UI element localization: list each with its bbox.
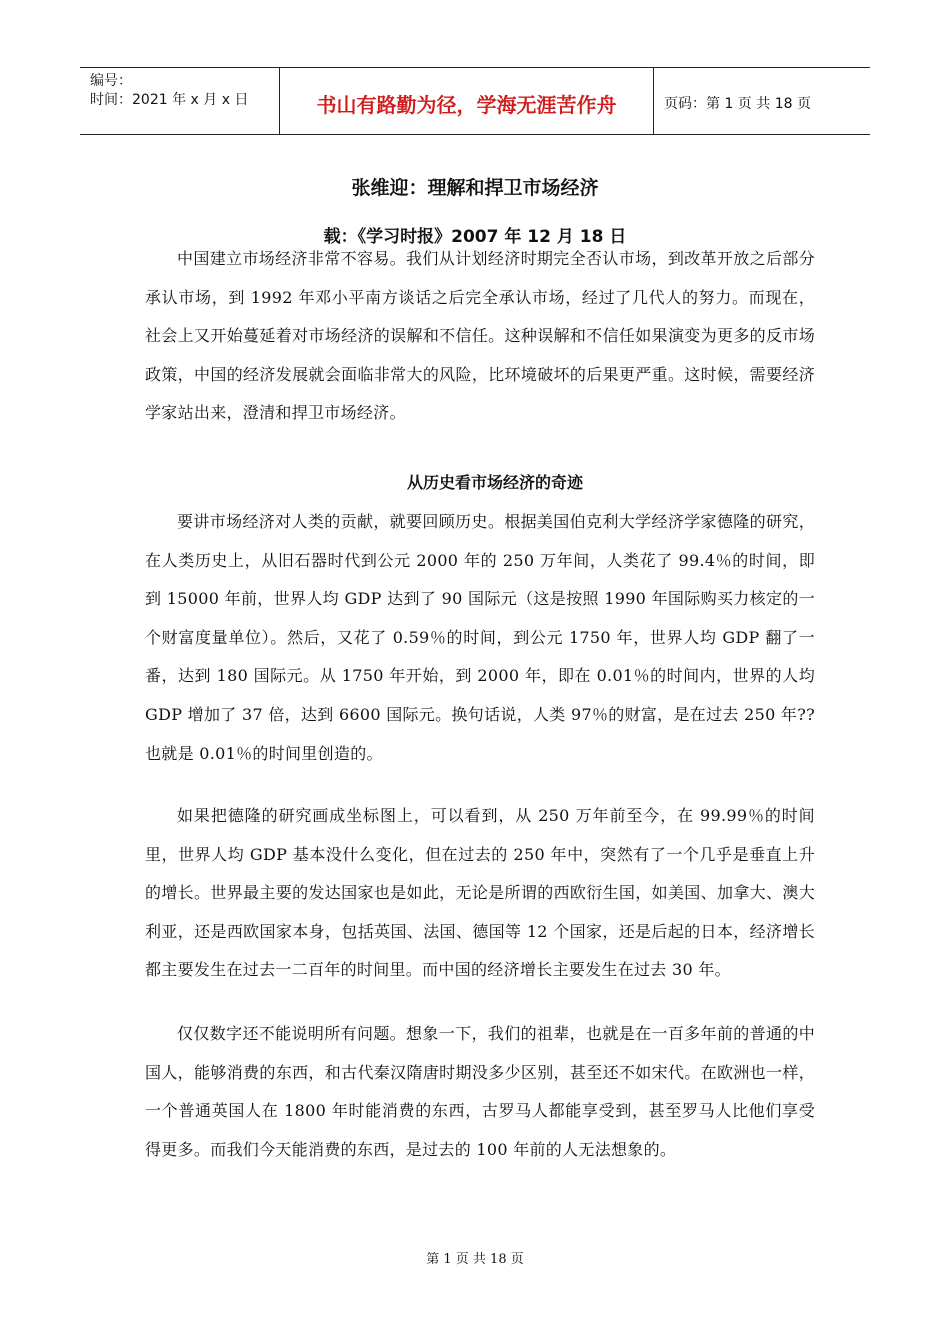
document-time-label: 时间：2021 年 x 月 x 日 (90, 92, 249, 108)
header-left-cell (80, 68, 280, 134)
header-page-info: 页码：第 1 页 共 18 页 (664, 96, 811, 112)
paragraph-consumption: 仅仅数字还不能说明所有问题。想象一下，我们的祖辈，也就是在一百多年前的普通的中国人，能够消费的东西，和古代秦汉隋唐时期没多少区别，甚至还不如宋代。在欧洲也一样，一个普通英国人在 1800 年时能消费的东西，古罗马人都能享受到，甚至罗马人比他们享受得更多。而我们今天能消费的东西，是过去的 100 年前的人无法想象的。 (145, 1024, 815, 1159)
paragraph-intro: 中国建立市场经济非常不容易。我们从计划经济时期完全否认市场，到改革开放之后部分承认市场，到 1992 年邓小平南方谈话之后完全承认市场，经过了几代人的努力。而现在，社会上又开始蔓延着对市场经济的误解和不信任。这种误解和不信任如果演变为更多的反市场政策，中国的经济发展就会面临非常大的风险，比环境破坏的后果更严重。这时候，需要经济学家站出来，澄清和捍卫市场经济。 (145, 249, 815, 423)
article-title: 张维迎：理解和捍卫市场经济 (351, 177, 599, 199)
header-motto: 书山有路勤为径，学海无涯苦作舟 (280, 68, 654, 134)
page-footer: 第 1 页 共 18 页 (426, 1252, 524, 1267)
paragraph-growth-chart: 如果把德隆的研究画成坐标图上，可以看到，从 250 万年前至今，在 99.99％的时间里，世界人均 GDP 基本没什么变化，但在过去的 250 年中，突然有了一个几乎是垂直上升的增长。世界最主要的发达国家也是如此，无论是所谓的西欧衍生国，如美国、加拿大、澳大利亚，还是西欧国家本身，包括英国、法国、德国等 12 个国家，还是后起的日本，经济增长都主要发生在过去一二百年的时间里。而中国的经济增长主要发生在过去 30 年。 (145, 806, 815, 980)
article-source: 载：《学习时报》2007 年 12 月 18 日 (323, 227, 627, 247)
document-number-label: 编号： (90, 73, 132, 89)
paragraph-history: 要讲市场经济对人类的贡献，就要回顾历史。根据美国伯克利大学经济学家德隆的研究，在人类历史上，从旧石器时代到公元 2000 年的 250 万年间，人类花了 99.4％的时间，即到 15000 年前，世界人均 GDP 达到了 90 国际元（这是按照 1990 年国际购买力核定的一个财富度量单位）。然后，又花了 0.59％的时间，到公元 1750 年，世界人均 GDP 翻了一番，达到 180 国际元。从 1750 年开始，到 2000 年，即在 0.01％的时间内，世界的人均 GDP 增加了 37 倍，达到 6600 国际元。换句话说，人类 97％的财富，是在过去 250 年??也就是 0.01％的时间里创造的。 (145, 512, 815, 763)
section-heading: 从历史看市场经济的奇迹 (406, 473, 583, 492)
header-table (80, 67, 870, 135)
